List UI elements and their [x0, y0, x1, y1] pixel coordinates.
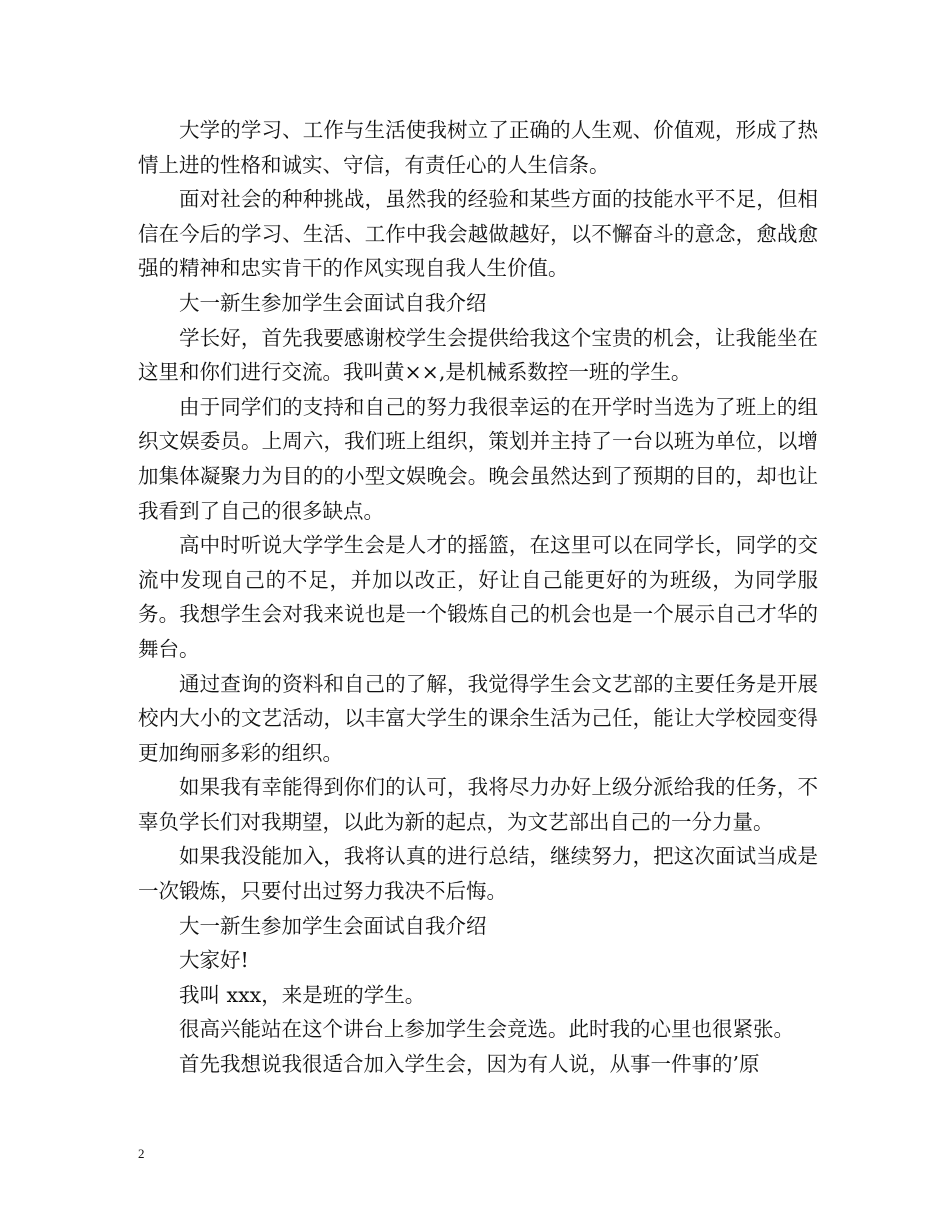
document-body: [138, 113, 818, 1082]
paragraph: 很高兴能站在这个讲台上参加学生会竞选。此时我的心里也很紧张。: [179, 1017, 794, 1042]
section-heading: 大一新生参加学生会面试自我介绍: [179, 290, 487, 315]
paragraph: 如果我有幸能得到你们的认可，我将尽力办好上级分派给我的任务，不辜负学长们对我期望，以此为新的起点，为文艺部出自己的一分力量。: [138, 775, 818, 834]
paragraph: 由于同学们的支持和自己的努力我很幸运的在开学时当选为了班上的组织文娱委员。上周六，我们班上组织，策划并主持了一台以班为单位，以增加集体凝聚力为目的的小型文娱晚会。晚会虽然达到了预期的目的，却也让我看到了自己的很多缺点。: [138, 394, 818, 523]
paragraph: 首先我想说我很适合加入学生会，因为有人说，从事一件事的’原: [179, 1052, 760, 1077]
paragraph: 面对社会的种种挑战，虽然我的经验和某些方面的技能水平不足，但相信在今后的学习、生活、工作中我会越做越好，以不懈奋斗的意念，愈战愈强的精神和忠实肯干的作风实现自我人生价值。: [138, 187, 818, 281]
page-number: 2: [138, 1146, 145, 1161]
section-heading: 大一新生参加学生会面试自我介绍: [179, 913, 487, 938]
paragraph: 我叫 xxx，来是班的学生。: [179, 982, 426, 1007]
paragraph: 如果我没能加入，我将认真的进行总结，继续努力，把这次面试当成是一次锻炼，只要付出过努力我决不后悔。: [138, 844, 818, 904]
paragraph: 大家好!: [179, 948, 249, 973]
paragraph: 学长好，首先我要感谢校学生会提供给我这个宝贵的机会，让我能坐在这里和你们进行交流。我叫黄××,是机械系数控一班的学生。: [138, 325, 818, 385]
paragraph: 大学的学习、工作与生活使我树立了正确的人生观、价值观，形成了热情上进的性格和诚实、守信，有责任心的人生信条。: [138, 118, 818, 177]
paragraph: 通过查询的资料和自己的了解，我觉得学生会文艺部的主要任务是开展校内大小的文艺活动，以丰富大学生的课余生活为己任，能让大学校园变得更加绚丽多彩的组织。: [138, 671, 818, 765]
paragraph: 高中时听说大学学生会是人才的摇篮，在这里可以在同学长，同学的交流中发现自己的不足，并加以改正，好让自己能更好的为班级，为同学服务。我想学生会对我来说也是一个锻炼自己的机会也是一个展示自己才华的舞台。: [138, 533, 818, 661]
